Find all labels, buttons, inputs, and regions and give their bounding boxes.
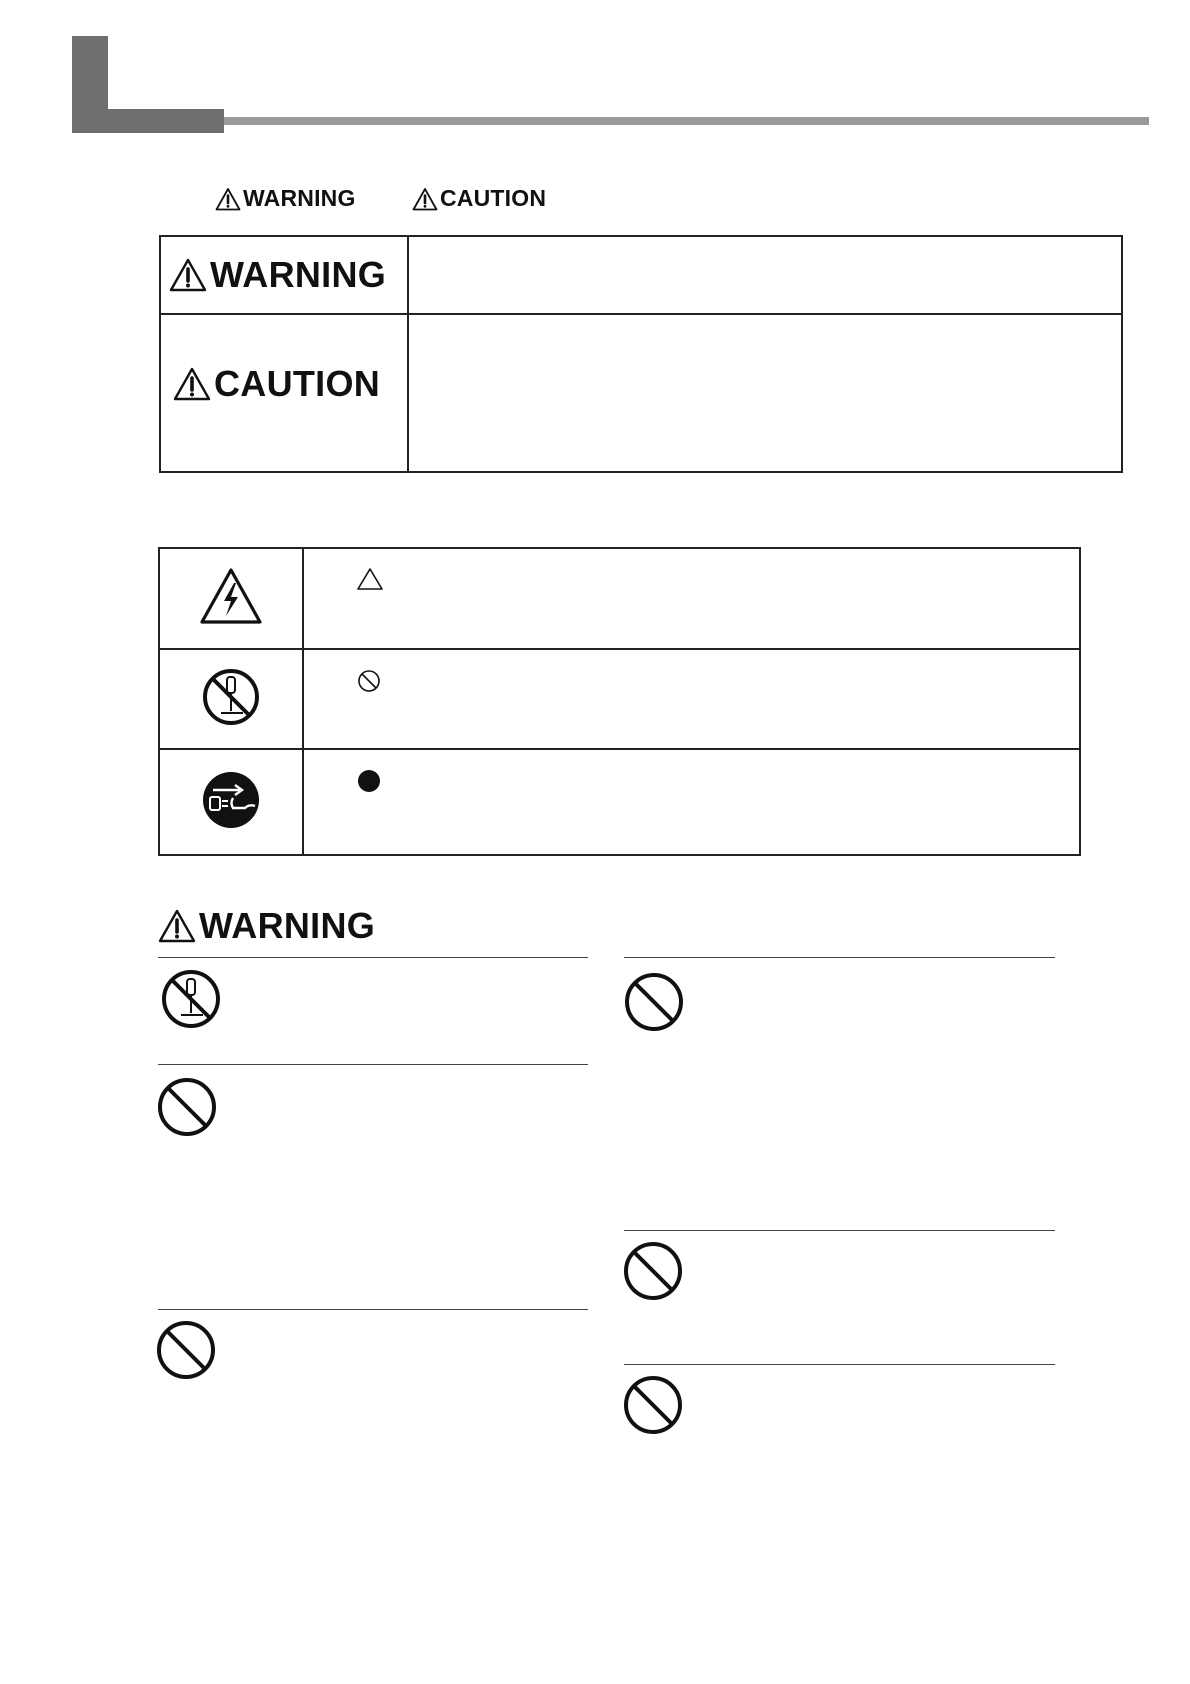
item-divider	[624, 1230, 1055, 1231]
symbol-icon-cell	[159, 749, 303, 855]
do-not-disassemble-icon	[160, 968, 222, 1030]
prohibited-icon	[156, 1076, 218, 1138]
symbol-icon-cell	[159, 548, 303, 649]
prohibited-icon	[155, 1319, 217, 1381]
symbol-row-disassemble	[159, 649, 1080, 749]
legend-warning-label: WARNING	[243, 185, 356, 211]
item-divider	[624, 957, 1055, 958]
warning-section-title: WARNING	[199, 905, 376, 946]
signal-cell-caution	[160, 314, 408, 472]
caution-triangle-icon	[412, 187, 438, 211]
warning-section-heading	[158, 905, 375, 947]
warning-triangle-icon	[169, 258, 207, 292]
signal-cell-warning	[160, 236, 408, 314]
signal-word-table	[159, 235, 1123, 473]
triangle-outline-icon	[356, 567, 384, 591]
symbol-icon-cell	[159, 649, 303, 749]
caution-triangle-icon	[173, 367, 211, 401]
prohibition-outline-icon	[356, 668, 382, 694]
prohibited-icon	[622, 1240, 684, 1302]
item-divider	[624, 1364, 1055, 1365]
signal-label-warning: WARNING	[210, 254, 387, 295]
signal-row-caution	[160, 314, 1122, 472]
do-not-disassemble-icon	[201, 667, 261, 727]
warning-triangle-icon	[158, 909, 196, 943]
legend-caution-label: CAUTION	[440, 185, 547, 211]
signal-label-caution: CAUTION	[214, 363, 381, 404]
warning-triangle-icon	[215, 187, 241, 211]
symbol-desc-unplug	[303, 749, 1080, 855]
header-bar-foot	[72, 109, 224, 133]
unplug-power-icon	[201, 770, 261, 830]
symbol-table	[158, 547, 1081, 856]
signal-desc-caution	[408, 314, 1122, 472]
symbol-row-unplug	[159, 749, 1080, 855]
filled-circle-icon	[356, 768, 382, 794]
item-divider	[158, 1064, 588, 1065]
item-divider	[158, 957, 588, 958]
symbol-desc-electric	[303, 548, 1080, 649]
item-divider	[158, 1309, 588, 1310]
legend-warning	[215, 185, 356, 212]
symbol-row-electric	[159, 548, 1080, 649]
signal-row-warning	[160, 236, 1122, 314]
legend-caution	[412, 185, 546, 212]
prohibited-icon	[623, 971, 685, 1033]
symbol-desc-disassemble	[303, 649, 1080, 749]
signal-desc-warning	[408, 236, 1122, 314]
header-rule	[224, 117, 1149, 125]
prohibited-icon	[622, 1374, 684, 1436]
electric-shock-icon	[199, 567, 263, 625]
